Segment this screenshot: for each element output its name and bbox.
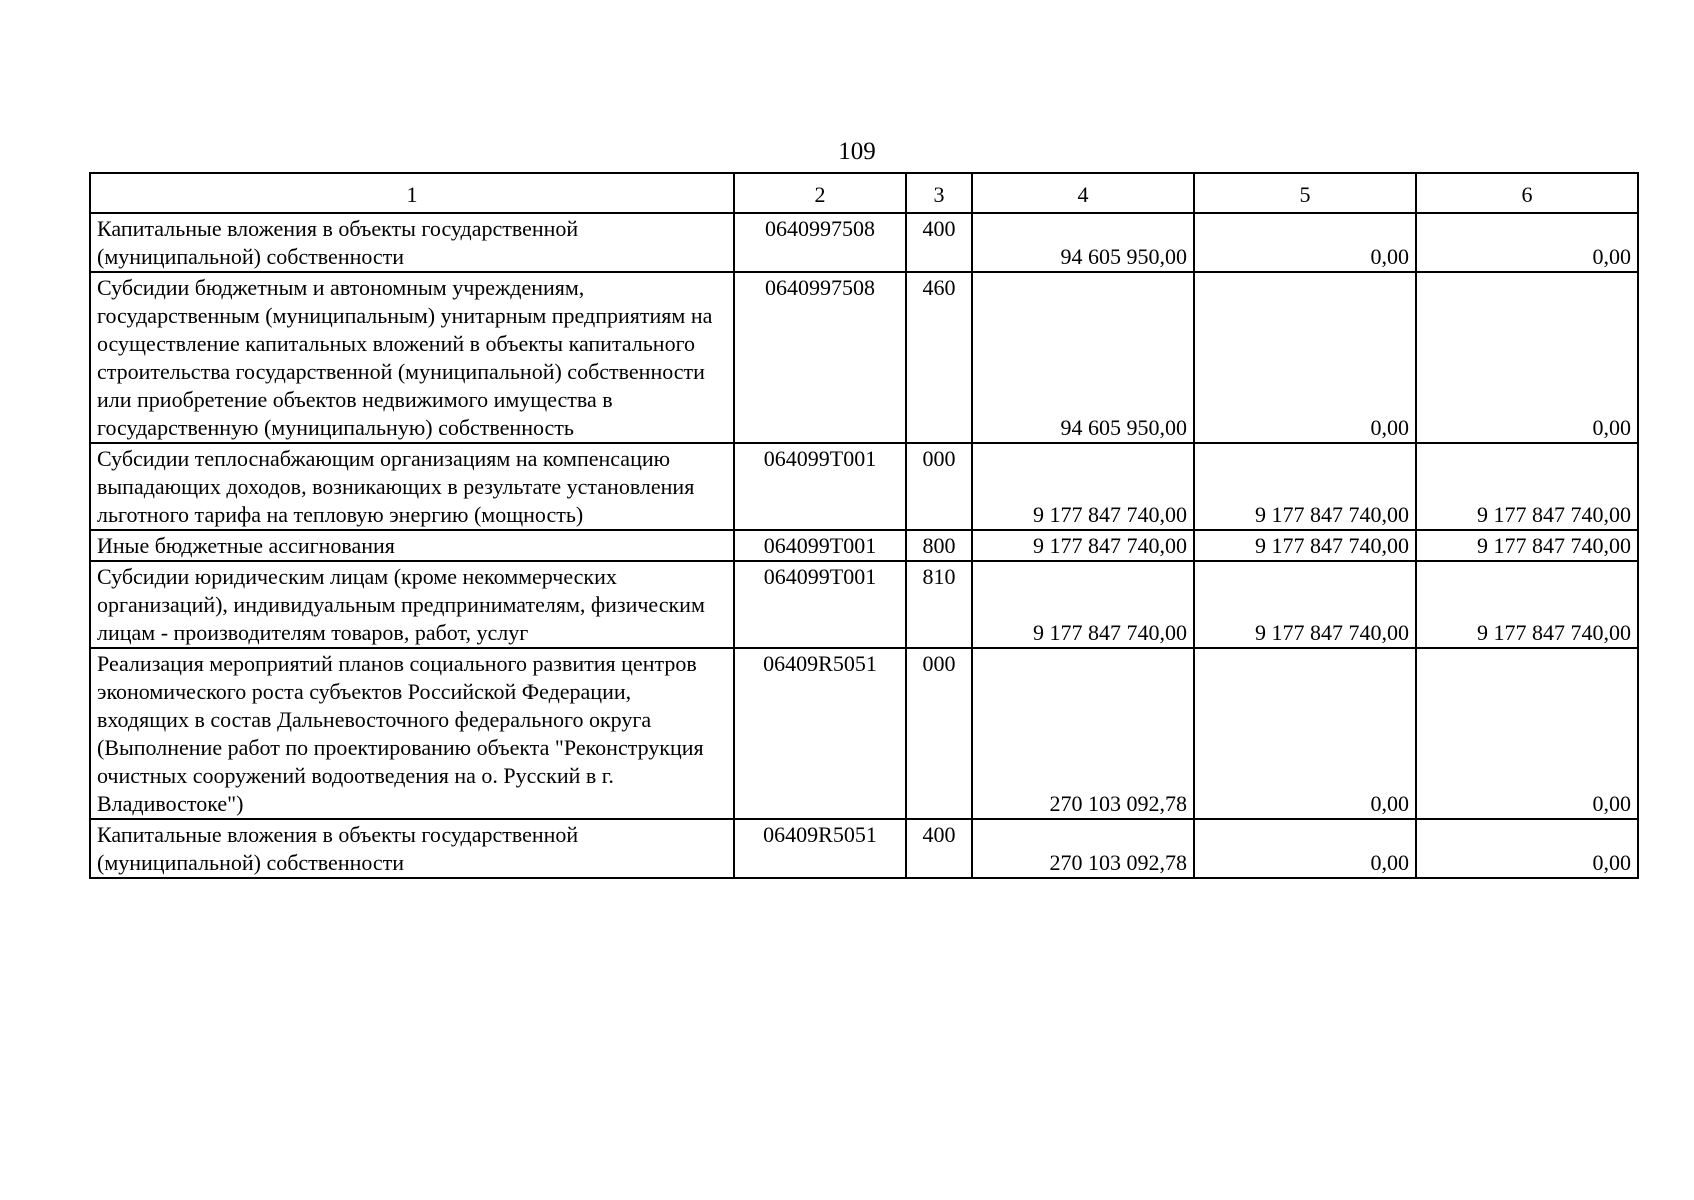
row-code: 064099Т001	[734, 561, 906, 648]
row-type: 800	[906, 530, 972, 561]
row-type: 460	[906, 272, 972, 443]
row-type: 400	[906, 819, 972, 878]
row-amount-6: 9 177 847 740,00	[1416, 561, 1638, 648]
row-type: 400	[906, 213, 972, 272]
row-amount-5: 9 177 847 740,00	[1194, 530, 1416, 561]
budget-table	[89, 172, 1639, 879]
row-amount-4: 94 605 950,00	[972, 213, 1194, 272]
row-amount-5: 0,00	[1194, 213, 1416, 272]
row-amount-4: 9 177 847 740,00	[972, 561, 1194, 648]
row-amount-6: 9 177 847 740,00	[1416, 443, 1638, 530]
header-col-4: 4	[972, 173, 1194, 213]
row-amount-4: 9 177 847 740,00	[972, 443, 1194, 530]
header-row	[90, 173, 1638, 213]
row-code: 064099Т001	[734, 530, 906, 561]
row-type: 810	[906, 561, 972, 648]
row-amount-5: 9 177 847 740,00	[1194, 443, 1416, 530]
table-row	[90, 561, 1638, 648]
row-amount-4: 270 103 092,78	[972, 648, 1194, 819]
header-col-3: 3	[906, 173, 972, 213]
row-code: 0640997508	[734, 272, 906, 443]
row-amount-6: 0,00	[1416, 272, 1638, 443]
table-row	[90, 213, 1638, 272]
header-col-2: 2	[734, 173, 906, 213]
row-amount-4: 94 605 950,00	[972, 272, 1194, 443]
row-amount-6: 0,00	[1416, 213, 1638, 272]
row-amount-5: 9 177 847 740,00	[1194, 561, 1416, 648]
row-name: Реализация мероприятий планов социального развития центров экономического роста субъектов Российской Федерации, входящих в состав Дальневосточного федерального округа (Выполнение работ по проектированию объекта "Реконструкция очистных сооружений водоотведения на о. Русский в г. Владивостоке")	[90, 648, 734, 819]
row-type: 000	[906, 443, 972, 530]
row-name: Субсидии теплоснабжающим организациям на компенсацию выпадающих доходов, возникающих в результате установления льготного тарифа на тепловую энергию (мощность)	[90, 443, 734, 530]
row-name: Субсидии бюджетным и автономным учреждениям, государственным (муниципальным) унитарным предприятиям на осуществление капитальных вложений в объекты капитального строительства государственной (муниципальной) собственности или приобретение объектов недвижимого имущества в государственную (муниципальную) собственность	[90, 272, 734, 443]
row-name: Капитальные вложения в объекты государственной (муниципальной) собственности	[90, 213, 734, 272]
row-amount-6: 0,00	[1416, 648, 1638, 819]
row-name: Субсидии юридическим лицам (кроме некоммерческих организаций), индивидуальным предпринимателям, физическим лицам - производителям товаров, работ, услуг	[90, 561, 734, 648]
table-row	[90, 530, 1638, 561]
row-code: 0640997508	[734, 213, 906, 272]
header-col-5: 5	[1194, 173, 1416, 213]
page-number: 109	[838, 138, 876, 165]
row-amount-5: 0,00	[1194, 819, 1416, 878]
row-amount-5: 0,00	[1194, 272, 1416, 443]
row-code: 06409R5051	[734, 648, 906, 819]
row-amount-5: 0,00	[1194, 648, 1416, 819]
header-col-1: 1	[90, 173, 734, 213]
row-amount-4: 9 177 847 740,00	[972, 530, 1194, 561]
row-amount-6: 0,00	[1416, 819, 1638, 878]
table-row	[90, 819, 1638, 878]
table-row	[90, 272, 1638, 443]
row-code: 064099Т001	[734, 443, 906, 530]
table-row	[90, 648, 1638, 819]
row-amount-4: 270 103 092,78	[972, 819, 1194, 878]
table-row	[90, 443, 1638, 530]
row-type: 000	[906, 648, 972, 819]
header-col-6: 6	[1416, 173, 1638, 213]
row-amount-6: 9 177 847 740,00	[1416, 530, 1638, 561]
row-name: Капитальные вложения в объекты государственной (муниципальной) собственности	[90, 819, 734, 878]
row-name: Иные бюджетные ассигнования	[90, 530, 734, 561]
row-code: 06409R5051	[734, 819, 906, 878]
